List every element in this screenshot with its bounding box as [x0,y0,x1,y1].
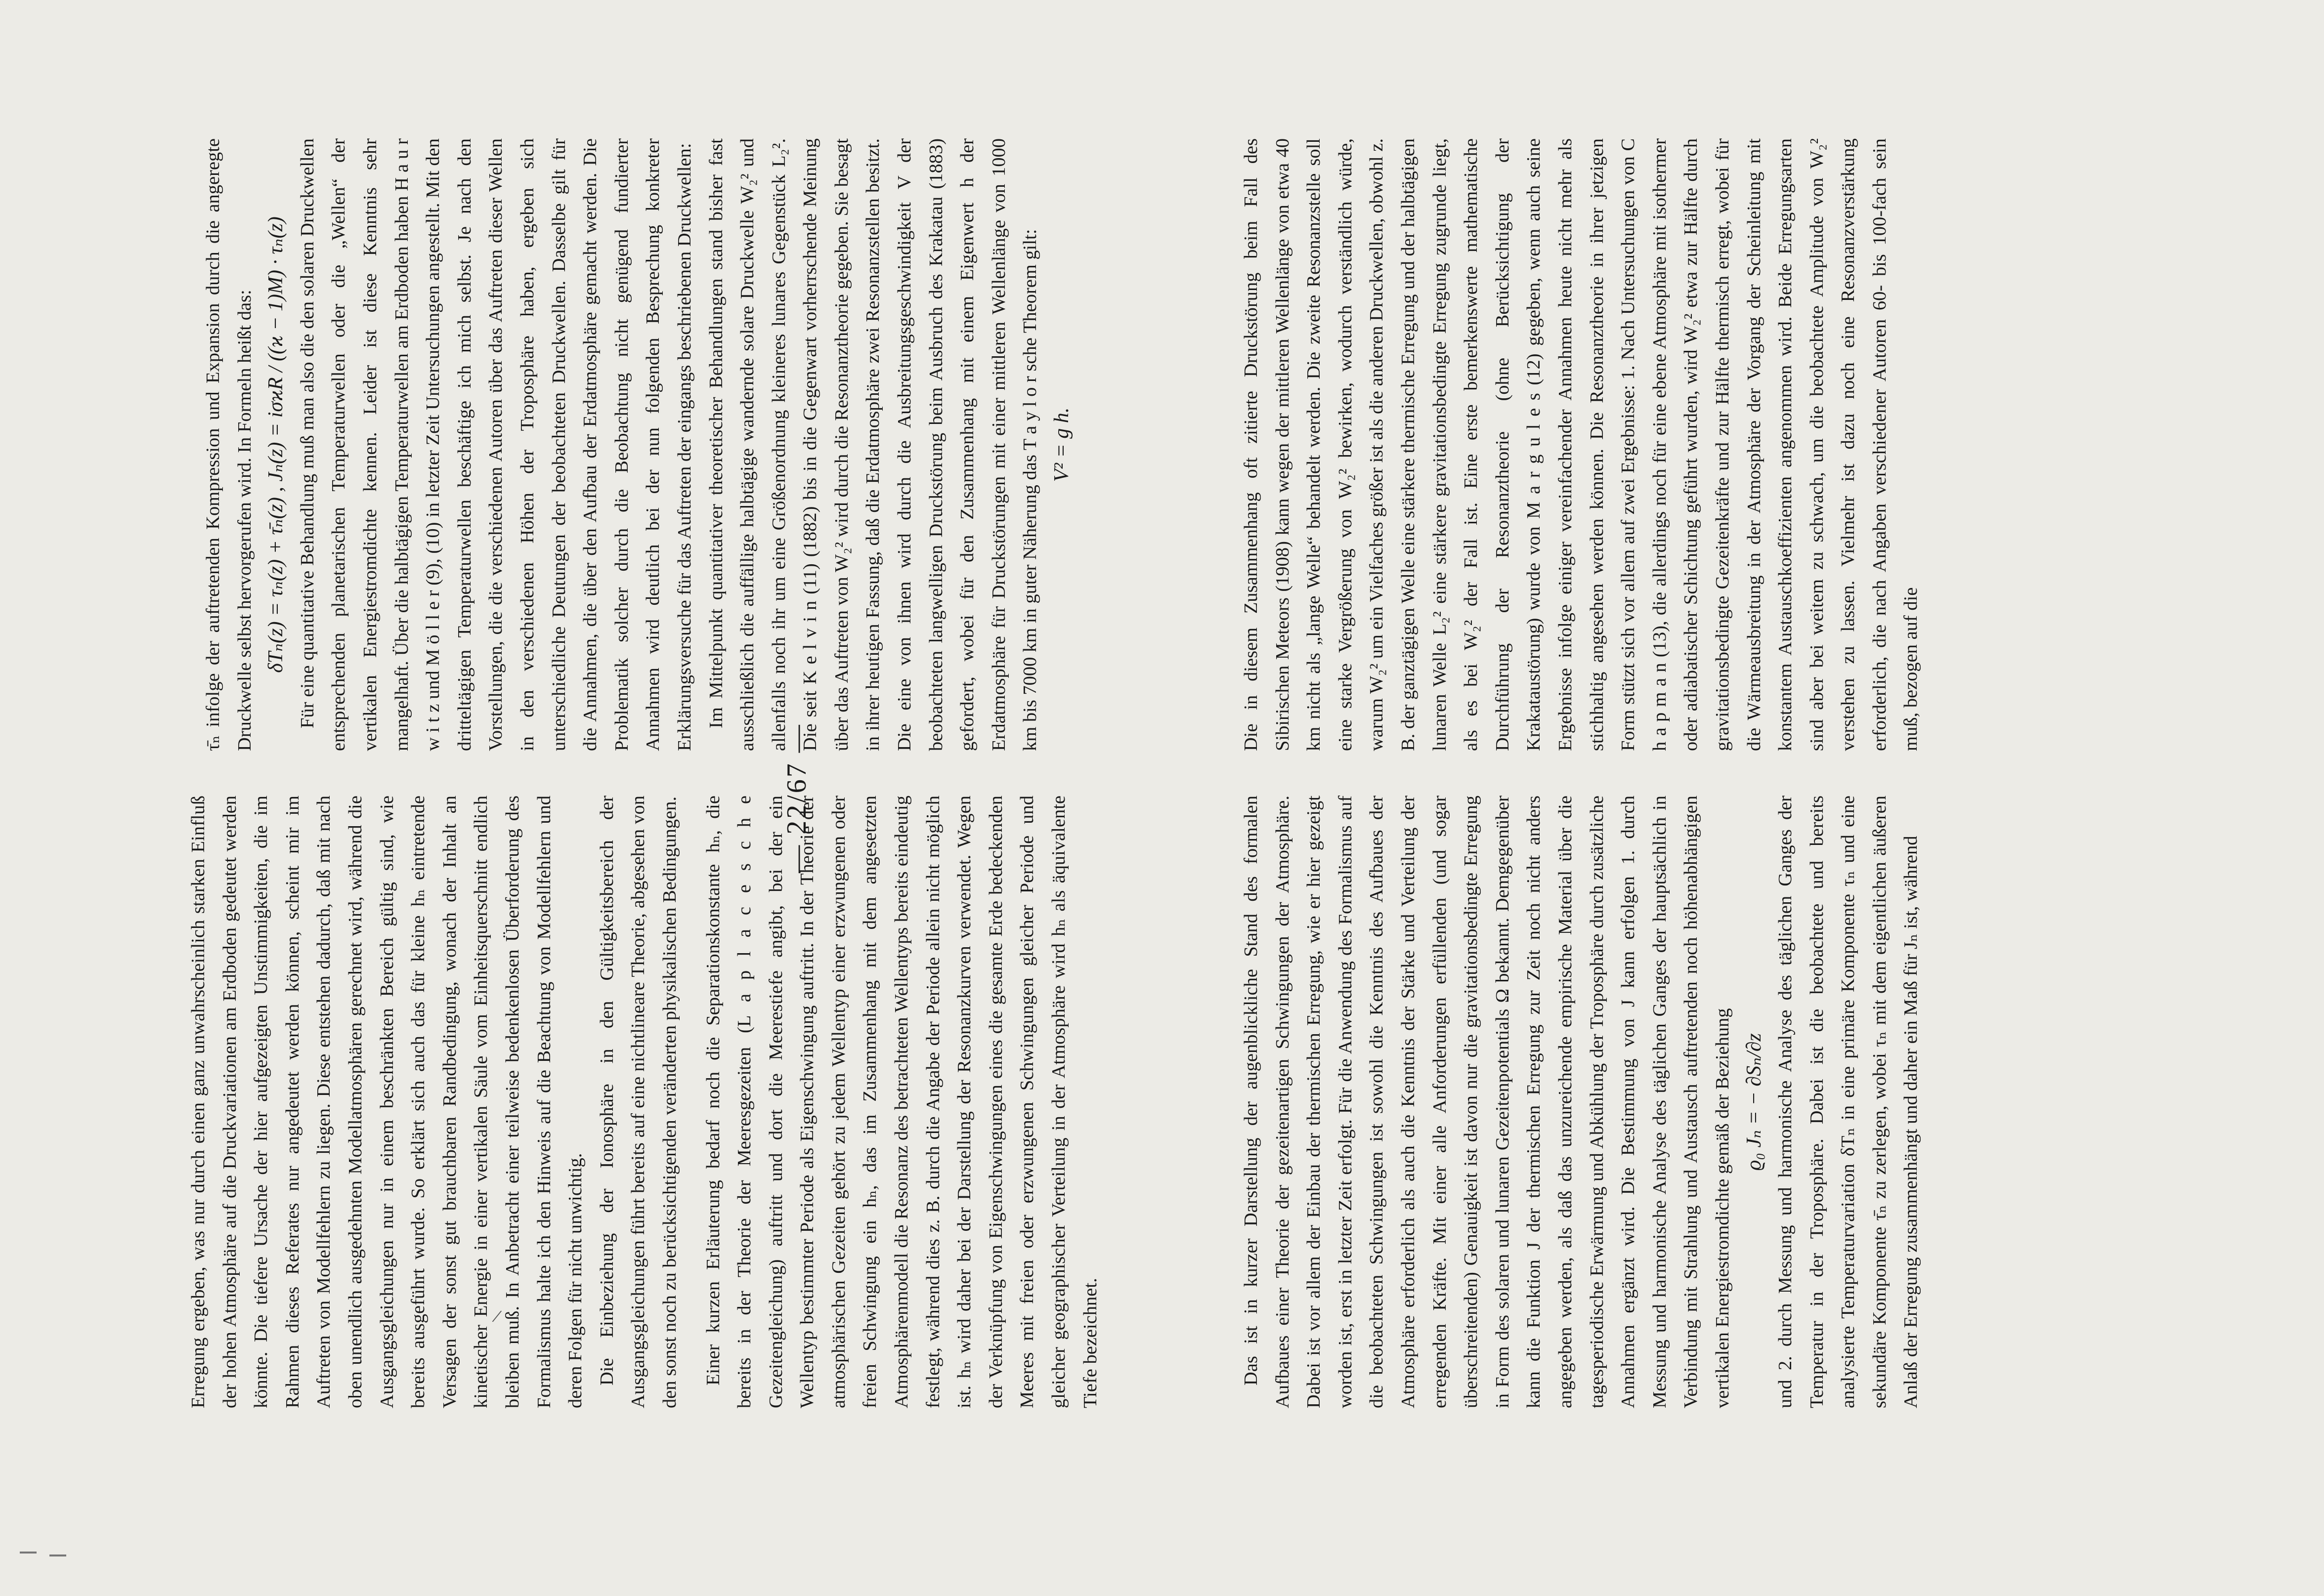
column-right-top [198,138,1078,751]
column-left-top [183,796,1106,1408]
paragraph: τ̄ₙ infolge der auftretenden Kompression und Expansion durch die angeregte Druckwelle selbst hervorgerufen wird. In Formeln heißt das: [203,138,255,751]
scan-artifact [49,1554,66,1556]
paragraph: Das ist in kurzer Darstellung der augenblickliche Stand des formalen Aufbaues einer Theorie der gezeitenartigen Schwingungen der Atmosphäre. Dabei ist vor allem der Einbau der thermischen Erregung, wie er hier gezeigt worden ist, erst in letzter Zeit erfolgt. Für die Anwendung des Formalismus auf die beobachteten Schwingungen ist sowohl die Kenntnis des Aufbaues der Atmosphäre erforderlich als auch die Kenntnis der Stärke und Verteilung der erregenden Kräfte. Mit einer alle Anforderungen erfüllenden (und sogar überschreitenden) Genauigkeit ist davon nur die gravitationsbedingte Erregung in Form des solaren und lunaren Gezeitenpotentials Ω bekannt. Demgegenüber kann die Funktion J der thermischen Erregung zur Zeit noch nicht anders angegeben werden, als daß das unzureichende empirische Material über die tagesperiodische Erwärmung und Abkühlung der Troposphäre durch zusätzliche Annahmen ergänzt wird. Die Bestimmung von J kann erfolgen 1. durch Messung und harmonische Analyse des täglichen Ganges der hauptsächlich in Verbindung mit Strahlung und Austausch auftretenden noch höhenabhängigen vertikalen Energiestromdichte gemäß der Beziehung [1241,796,1733,1408]
paragraph: Einer kurzen Erläuterung bedarf noch die Separationskonstante hₙ, die bereits in der Theorie der Meeresgezeiten (L a p l a c e s c h e Gezeitengleichung) auftritt und dort die Meerestiefe angibt, bei der ein Wellentyp bestimmter Periode als Eigenschwingung auftritt. In der Theorie der atmosphärischen Gezeiten gehört zu jedem Wellentyp einer erzwungenen oder freien Schwingung ein hₙ, das im Zusammenhang mit dem angesetzten Atmosphärenmodell die Resonanz des betrachteten Wellentyps bereits eindeutig festlegt, während dies z. B. durch die Angabe der Periode allein nicht möglich ist. hₙ wird daher bei der Darstellung der Resonanzkurven verwendet. Wegen der Verknüpfung von Eigenschwingungen eines die gesamte Erde bedeckenden Meeres mit freien oder erzwungenen Schwingungen gleicher Periode und gleicher geographischer Verteilung in der Atmosphäre wird hₙ als äquivalente Tiefe bezeichnet. [702,796,1101,1408]
paragraph: Für eine quantitative Behandlung muß man also die den solaren Druckwellen entsprechenden planetarischen Temperaturwellen oder die „Wellen“ der vertikalen Energiestromdichte kennen. Leider ist diese Kenntnis sehr mangelhaft. Über die halbtägigen Temperaturwellen am Erdboden haben H a u r w i t z und M ö l l e r (9), (10) in letzter Zeit Untersuchungen angestellt. Mit den dritteltägigen Temperaturwellen beschäftige ich mich selbst. Je nach den Vorstellungen, die die verschiedenen Autoren über das Auftreten dieser Wellen in den verschiedenen Höhen der Troposphäre haben, ergeben sich unterschiedliche Deutungen der beobachteten Druckwellen. Dasselbe gilt für die Annahmen, die über den Aufbau der Erdatmosphäre gemacht werden. Die Problematik solcher durch die Beobachtung nicht genügend fundierter Annahmen wird deutlich bei der nun folgenden Besprechung konkreter Erklärungsversuche für das Auftreten der eingangs beschriebenen Druckwellen: [297,138,695,751]
formula: δTₙ(z) = τₙ(z) + τ̄ₙ(z) , Jₙ(z) = iσϰR / ((ϰ − 1)M) · τₙ(z) [264,216,288,673]
paragraph: Die Einbeziehung der Ionosphäre in den Gültigkeitsbereich der Ausgangsgleichungen führt bereits auf eine nichtlineare Theorie, abgesehen von den sonst noch zu berücksichtigenden veränderten physikalischen Bedingungen. [596,796,680,1408]
formula: V² = g h. [1050,407,1074,482]
formula: ϱ₀ Jₙ = − ∂Sₙ/∂z [1742,1033,1765,1171]
scan-artifact [20,1552,37,1554]
column-right-bottom [1236,138,1927,751]
paragraph: Erregung ergeben, was nur durch einen ganz unwahrscheinlich starken Einfluß der hohen Atmosphäre auf die Druckvariationen am Erdboden gedeutet werden könnte. Die tiefere Ursache der hier aufgezeigten Unstimmigkeiten, die im Rahmen dieses Referates nur angedeutet werden können, scheint mir im Auftreten von Modellfehlern zu liegen. Diese entstehen dadurch, daß mit nach oben unendlich ausgedehnten Modellatmosphären gerechnet wird, während die Ausgangsgleichungen nur in einem beschränkten Bereich gültig sind, wie bereits ausgeführt wurde. So erklärt sich auch das für kleine hₙ eintretende Versagen der sonst gut brauchbaren Randbedingung, wonach der Inhalt an kinetischer Energie in einer vertikalen Säule vom Einheitsquerschnitt endlich bleiben muß. In Anbetracht einer teilweise bedenkenlosen Überforderung des Formalismus halte ich den Hinweis auf die Beachtung von Modellfehlern und deren Folgen für nicht unwichtig. [188,796,586,1408]
paragraph: und 2. durch Messung und harmonische Analyse des täglichen Ganges der Temperatur in der Troposphäre. Dabei ist die beobachtete und bereits analysierte Temperaturvariation δTₙ in eine primäre Komponente τₙ und eine sekundäre Komponente τ̄ₙ zu zerlegen, wobei τₙ mit dem eigentlichen äußeren Anlaß der Erregung zusammenhängt und daher ein Maß für Jₙ ist, während [1775,796,1922,1408]
paragraph: Die in diesem Zusammenhang oft zitierte Druckstörung beim Fall des Sibirischen Meteors (1908) kann wegen der mittleren Wellenlänge von etwa 40 km nicht als „lange Welle“ behandelt werden. Die zweite Resonanzstelle soll eine starke Vergrößerung von W₂² bewirken, wodurch verständlich würde, warum W₂² um ein Vielfaches größer ist als die anderen Druckwellen, obwohl z. B. der ganztägigen Welle eine stärkere thermische Erregung und der halbtägigen lunaren Welle L₂² eine stärkere gravitationsbedingte Erregung zugrunde liegt, als es bei W₂² der Fall ist. Eine erste bemerkenswerte mathematische Durchführung der Resonanztheorie (ohne Berücksichtigung der Krakataustörung) wurde von M a r g u l e s (12) gegeben, wenn auch seine Ergebnisse infolge einiger vereinfachender Annahmen heute nicht mehr als stichhaltig angesehen werden können. Die Resonanztheorie in ihrer jetzigen Form stützt sich vor allem auf zwei Ergebnisse: 1. Nach Untersuchungen von C h a p m a n (13), die allerdings noch für eine ebene Atmosphäre mit isothermer oder adiabatischer Schichtung geführt wurden, wird W₂² etwa zur Hälfte durch gravitationsbedingte Gezeitenkräfte und zur Hälfte thermisch erregt, wobei für die Wärmeausbreitung in der Atmosphäre der Vorgang der Scheinleitung mit konstantem Austauschkoeffizienten angenommen wird. Beide Erregungsarten sind aber bei weitem zu schwach, um die beobachtete Amplitude von W₂² verstehen zu lassen. Vielmehr ist dazu noch eine Resonanzverstärkung erforderlich, die nach Angaben verschiedener Autoren 60- bis 100-fach sein muß, bezogen auf die [1241,138,1922,751]
page-number: — 22/67 — [781,723,812,873]
paragraph: Im Mittelpunkt quantitativer theoretischer Behandlungen stand bisher fast ausschließlich die auffällige halbtägige wandernde solare Druckwelle W₂² und allenfalls noch ihr um eine Größenordnung kleineres lunares Gegenstück L₂². Die seit K e l v i n (11) (1882) bis in die Gegenwart vorherrschende Meinung über das Auftreten von W₂² wird durch die Resonanztheorie gegeben. Sie besagt in ihrer heutigen Fassung, daß die Erdatmosphäre zwei Resonanzstellen besitzt. Die eine von ihnen wird durch die Ausbreitungsgeschwindigkeit V der beobachteten langwelligen Druckstörung beim Ausbruch des Krakatau (1883) gefordert, wobei für den Zusammenhang mit einem Eigenwert h der Erdatmosphäre für Druckstörungen mit einer mittleren Wellenlänge von 1000 km bis 7000 km in guter Näherung das T a y l o r sche Theorem gilt: [705,138,1041,751]
column-left-bottom [1236,796,1927,1408]
stray-mark: / [490,1304,504,1328]
